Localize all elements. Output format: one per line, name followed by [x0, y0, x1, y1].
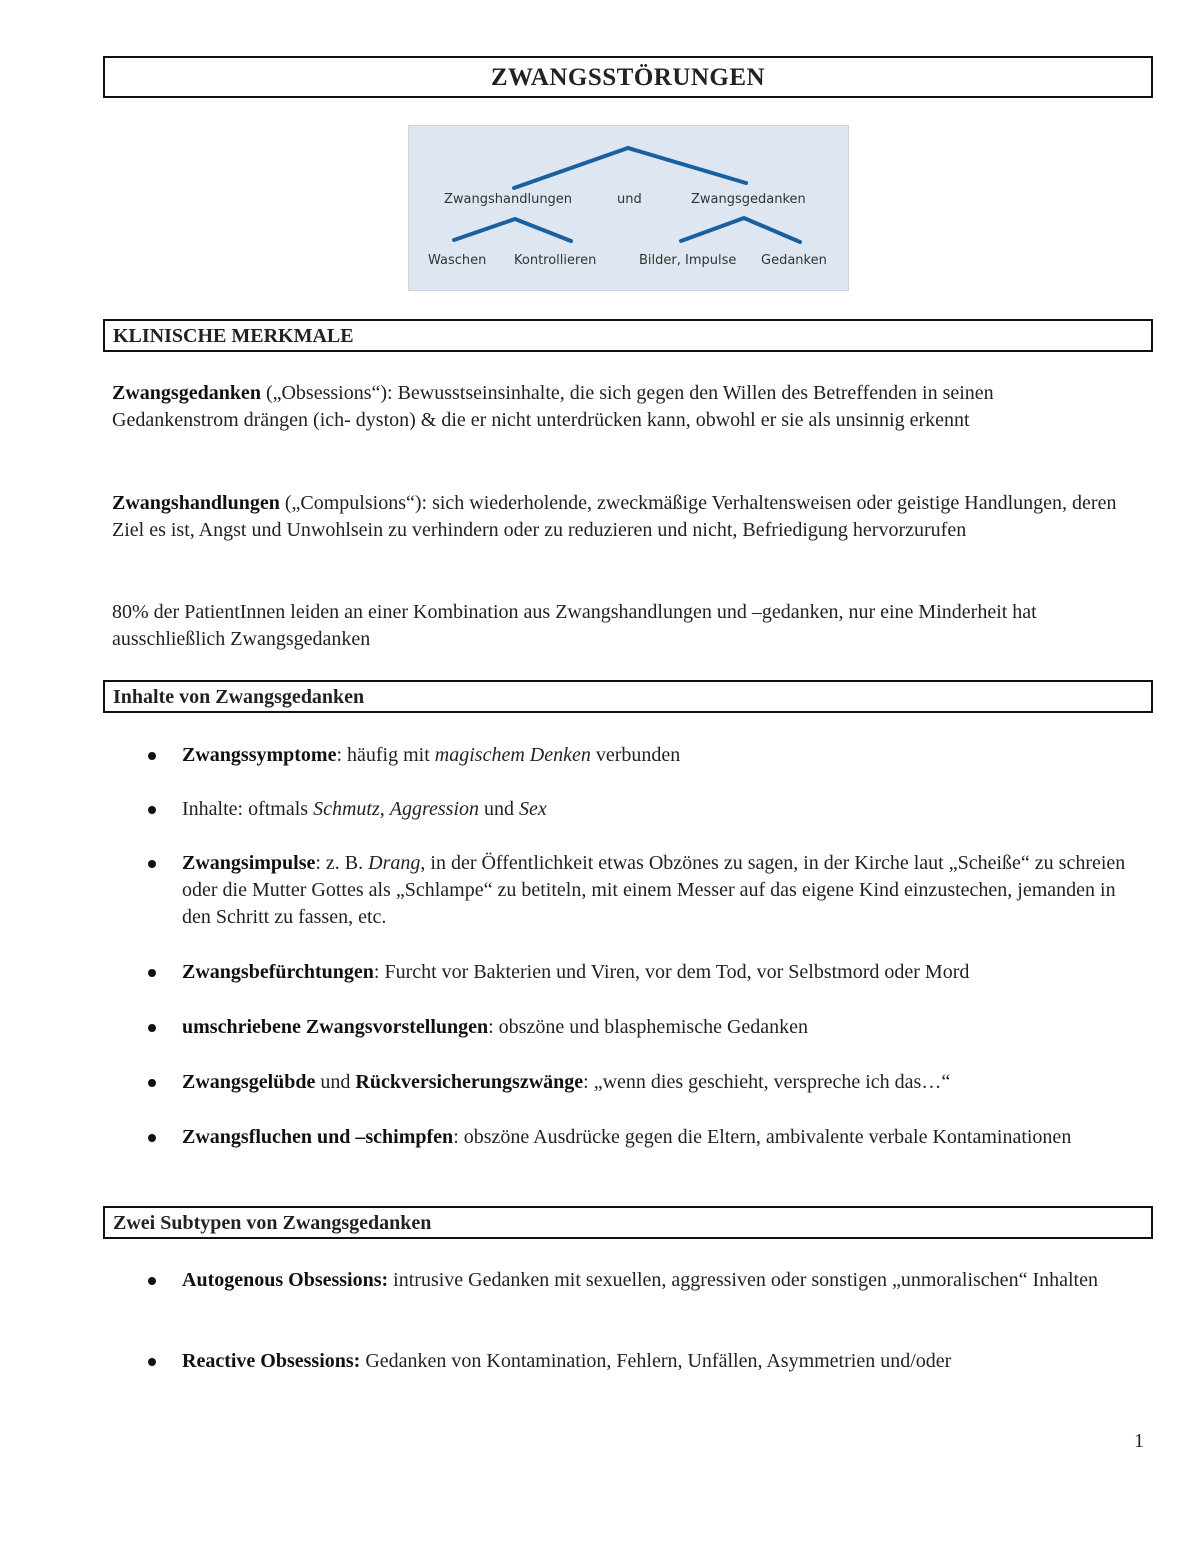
section-heading-klinische-merkmale: KLINISCHE MERKMALE — [103, 319, 1153, 352]
text: : z. B. — [315, 852, 369, 874]
term: Zwangsfluchen und –schimpfen — [182, 1126, 454, 1148]
term: Zwangsgedanken — [112, 382, 261, 404]
text: und — [315, 1071, 356, 1093]
emphasis: Sex — [519, 798, 547, 820]
term: Zwangshandlungen — [112, 492, 280, 514]
list-item — [182, 1267, 1132, 1294]
list-item — [182, 1124, 1132, 1151]
list-item — [182, 742, 1132, 769]
text: : Furcht vor Bakterien und Viren, vor dem Tod, vor Selbstmord oder Mord — [373, 961, 970, 983]
paragraph-statistic: 80% der PatientInnen leiden an einer Kombination aus Zwangshandlungen und –gedanken, nur eine Minderheit hat ausschließlich Zwangsgedanken — [112, 601, 1037, 650]
page-number: 1 — [1134, 1430, 1144, 1452]
term: umschriebene Zwangsvorstellungen — [182, 1016, 489, 1038]
term: Zwangsgelübde — [182, 1071, 316, 1093]
definition: („Obsessions“): Bewusstseinsinhalte, die sich gegen den Willen des Betreffenden in seinen Gedankenstrom drängen (ich- dyston) & die er nicht unterdrücken kann, obwohl er sie als unsinnig erkennt — [112, 382, 994, 431]
term: Zwangsimpulse — [182, 852, 316, 874]
diagram-leaf: Kontrollieren — [514, 253, 597, 268]
text: : obszöne Ausdrücke gegen die Eltern, ambivalente verbale Kontaminationen — [453, 1126, 1072, 1148]
text: intrusive Gedanken mit sexuellen, aggressiven oder sonstigen „unmoralischen“ Inhalten — [388, 1269, 1098, 1291]
diagram-label-zwangsgedanken: Zwangsgedanken — [691, 192, 806, 207]
section-heading-inhalte: Inhalte von Zwangsgedanken — [103, 680, 1153, 713]
diagram-label-und: und — [617, 192, 642, 207]
definition: („Compulsions“): sich wiederholende, zweckmäßige Verhaltensweisen oder geistige Handlungen, deren Ziel es ist, Angst und Unwohlsein zu verhindern oder zu reduzieren und nicht, Befriedigung hervorzurufen — [112, 492, 1117, 541]
emphasis: Schmutz — [313, 798, 380, 820]
term: Rückversicherungszwänge — [355, 1071, 584, 1093]
diagram-leaf: Gedanken — [761, 253, 827, 268]
text: Inhalte: oftmals — [182, 798, 314, 820]
list-item — [182, 1069, 1132, 1096]
term: Reactive Obsessions: — [182, 1350, 361, 1372]
list-item — [182, 1014, 1132, 1041]
term: Autogenous Obsessions: — [182, 1269, 389, 1291]
emphasis: magischem Denken — [434, 744, 591, 766]
emphasis: Drang — [368, 852, 421, 874]
section-heading-subtypen: Zwei Subtypen von Zwangsgedanken — [103, 1206, 1153, 1239]
text: und — [479, 798, 520, 820]
list-item — [182, 850, 1132, 931]
list-item — [182, 796, 1132, 823]
text: Gedanken von Kontamination, Fehlern, Unfällen, Asymmetrien und/oder — [360, 1350, 952, 1372]
diagram-leaf: Bilder, Impulse — [639, 253, 737, 268]
text: , in der Öffentlichkeit etwas Obzönes zu sagen, in der Kirche laut „Scheiße“ zu schreien oder die Mutter Gottes als „Schlampe“ zu betiteln, mit einem Messer auf das eigene Kind einzustechen, jemanden in den Schritt zu fassen, etc. — [182, 852, 1126, 928]
text: verbunden — [590, 744, 681, 766]
emphasis: Aggression — [389, 798, 480, 820]
term: Zwangssymptome — [182, 744, 337, 766]
text: : obszöne und blasphemische Gedanken — [488, 1016, 809, 1038]
term: Zwangsbefürchtungen — [182, 961, 374, 983]
text: , — [379, 798, 390, 820]
paragraph-zwangshandlungen — [112, 490, 1122, 544]
diagram-leaf: Waschen — [428, 253, 487, 268]
paragraph-zwangsgedanken — [112, 380, 1122, 434]
compulsion-diagram — [408, 125, 849, 291]
text: : häufig mit — [336, 744, 435, 766]
document-title: ZWANGSSTÖRUNGEN — [103, 56, 1153, 98]
diagram-label-zwangshandlungen: Zwangshandlungen — [444, 192, 573, 207]
list-item — [182, 959, 1132, 986]
text: : „wenn dies geschieht, verspreche ich das…“ — [583, 1071, 951, 1093]
list-item — [182, 1348, 1132, 1375]
